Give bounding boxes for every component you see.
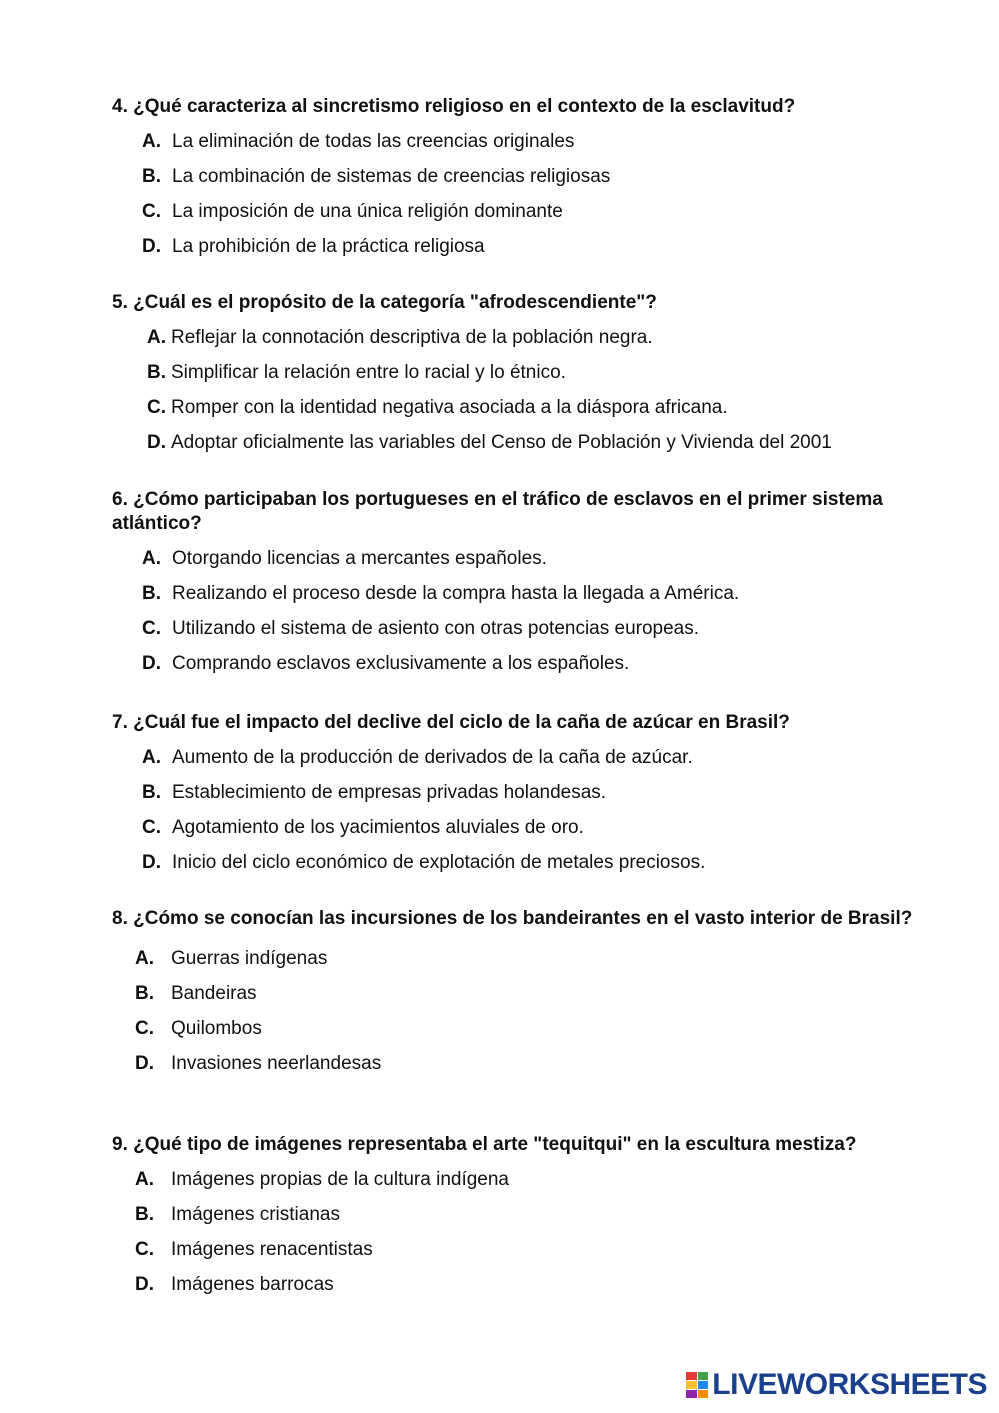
option-letter: B. [142,782,161,803]
option-a[interactable] [112,740,932,775]
option-text: Imágenes barrocas [171,1274,334,1295]
question-text: 7. ¿Cuál fue el impacto del declive del ciclo de la caña de azúcar en Brasil? [112,712,790,733]
option-letter: A. [135,1169,154,1190]
option-letter: B. [135,1204,154,1225]
option-letter: D. [135,1053,154,1074]
option-letter: A. [142,747,161,768]
option-text: La combinación de sistemas de creencias religiosas [172,166,611,187]
logo-mark-cell [698,1372,709,1380]
option-text: Quilombos [171,1018,262,1039]
option-text: Imágenes cristianas [171,1204,340,1225]
logo-mark-cell [698,1390,709,1398]
option-text: Imágenes renacentistas [171,1239,373,1260]
option-text: Reflejar la connotación descriptiva de la población negra. [171,327,653,348]
option-a[interactable] [112,320,932,355]
option-text: La eliminación de todas las creencias originales [172,131,575,152]
question-8 [112,907,932,1081]
option-d[interactable] [112,845,932,880]
option-text: Imágenes propias de la cultura indígena [171,1169,510,1190]
option-a[interactable] [112,124,932,159]
option-a[interactable] [112,941,932,976]
option-text: Realizando el proceso desde la compra hasta la llegada a América. [172,583,740,604]
option-d[interactable] [112,1267,932,1302]
option-text: La prohibición de la práctica religiosa [172,236,485,257]
question-6 [112,488,932,681]
option-text: Bandeiras [171,983,257,1004]
option-b[interactable] [112,1197,932,1232]
question-text: 6. ¿Cómo participaban los portugueses en el tráfico de esclavos en el primer sistema atlántico? [112,489,883,534]
option-text: Inicio del ciclo económico de explotación de metales preciosos. [172,852,706,873]
question-7 [112,711,932,880]
option-letter: B. [142,166,161,187]
logo-mark-cell [686,1372,697,1380]
option-d[interactable] [112,646,932,681]
option-b[interactable] [112,576,932,611]
option-letter: B. [135,983,154,1004]
option-letter: B. [142,583,161,604]
option-text: Invasiones neerlandesas [171,1053,382,1074]
option-text: Aumento de la producción de derivados de la caña de azúcar. [172,747,693,768]
option-letter: D. [142,852,161,873]
question-9 [112,1133,932,1302]
question-text: 5. ¿Cuál es el propósito de la categoría "afrodescendiente"? [112,292,657,313]
question-text: 4. ¿Qué caracteriza al sincretismo religioso en el contexto de la esclavitud? [112,96,796,117]
option-a[interactable] [112,541,932,576]
option-b[interactable] [112,355,932,390]
option-d[interactable] [112,1046,932,1081]
liveworksheets-logo [686,1367,987,1403]
option-b[interactable] [112,159,932,194]
option-b[interactable] [112,775,932,810]
option-c[interactable] [112,810,932,845]
question-text: 9. ¿Qué tipo de imágenes representaba el arte "tequitqui" en la escultura mestiza? [112,1134,857,1155]
option-d[interactable] [112,229,932,264]
question-text: 8. ¿Cómo se conocían las incursiones de los bandeirantes en el vasto interior de Brasil? [112,908,913,929]
question-5 [112,291,932,460]
option-letter: C. [135,1018,154,1039]
option-c[interactable] [112,611,932,646]
option-text: Establecimiento de empresas privadas holandesas. [172,782,607,803]
option-letter: C. [142,817,161,838]
option-b[interactable] [112,976,932,1011]
option-letter: A. [135,948,154,969]
option-c[interactable] [112,1011,932,1046]
logo-mark-cell [698,1381,709,1389]
option-text: Romper con la identidad negativa asociada a la diáspora africana. [171,397,728,418]
option-text: Simplificar la relación entre lo racial y lo étnico. [171,362,566,383]
option-letter: A. [142,548,161,569]
logo-mark-cell [686,1390,697,1398]
question-4 [112,95,932,264]
option-c[interactable] [112,194,932,229]
option-letter: C. [142,201,161,222]
option-c[interactable] [112,390,932,425]
logo-mark-icon [686,1372,708,1398]
option-letter: C. [135,1239,154,1260]
option-text: La imposición de una única religión dominante [172,201,563,222]
option-letter: A. [142,131,161,152]
option-d[interactable] [112,425,932,460]
option-text: Otorgando licencias a mercantes españoles. [172,548,547,569]
option-c[interactable] [112,1232,932,1267]
option-letter: D. [135,1274,154,1295]
logo-text: LIVEWORKSHEETS [712,1368,987,1401]
option-letter: C. [142,618,161,639]
option-text: Agotamiento de los yacimientos aluviales de oro. [172,817,584,838]
option-letter: D. [142,653,161,674]
option-letter: A. [147,327,166,348]
option-text: Utilizando el sistema de asiento con otras potencias europeas. [172,618,700,639]
option-letter: C. [147,397,166,418]
option-letter: D. [142,236,161,257]
option-a[interactable] [112,1162,932,1197]
option-letter: B. [147,362,166,383]
option-text: Adoptar oficialmente las variables del Censo de Población y Vivienda del 2001 [171,432,832,453]
option-text: Comprando esclavos exclusivamente a los españoles. [172,653,630,674]
option-letter: D. [147,432,166,453]
option-text: Guerras indígenas [171,948,328,969]
logo-mark-cell [686,1381,697,1389]
